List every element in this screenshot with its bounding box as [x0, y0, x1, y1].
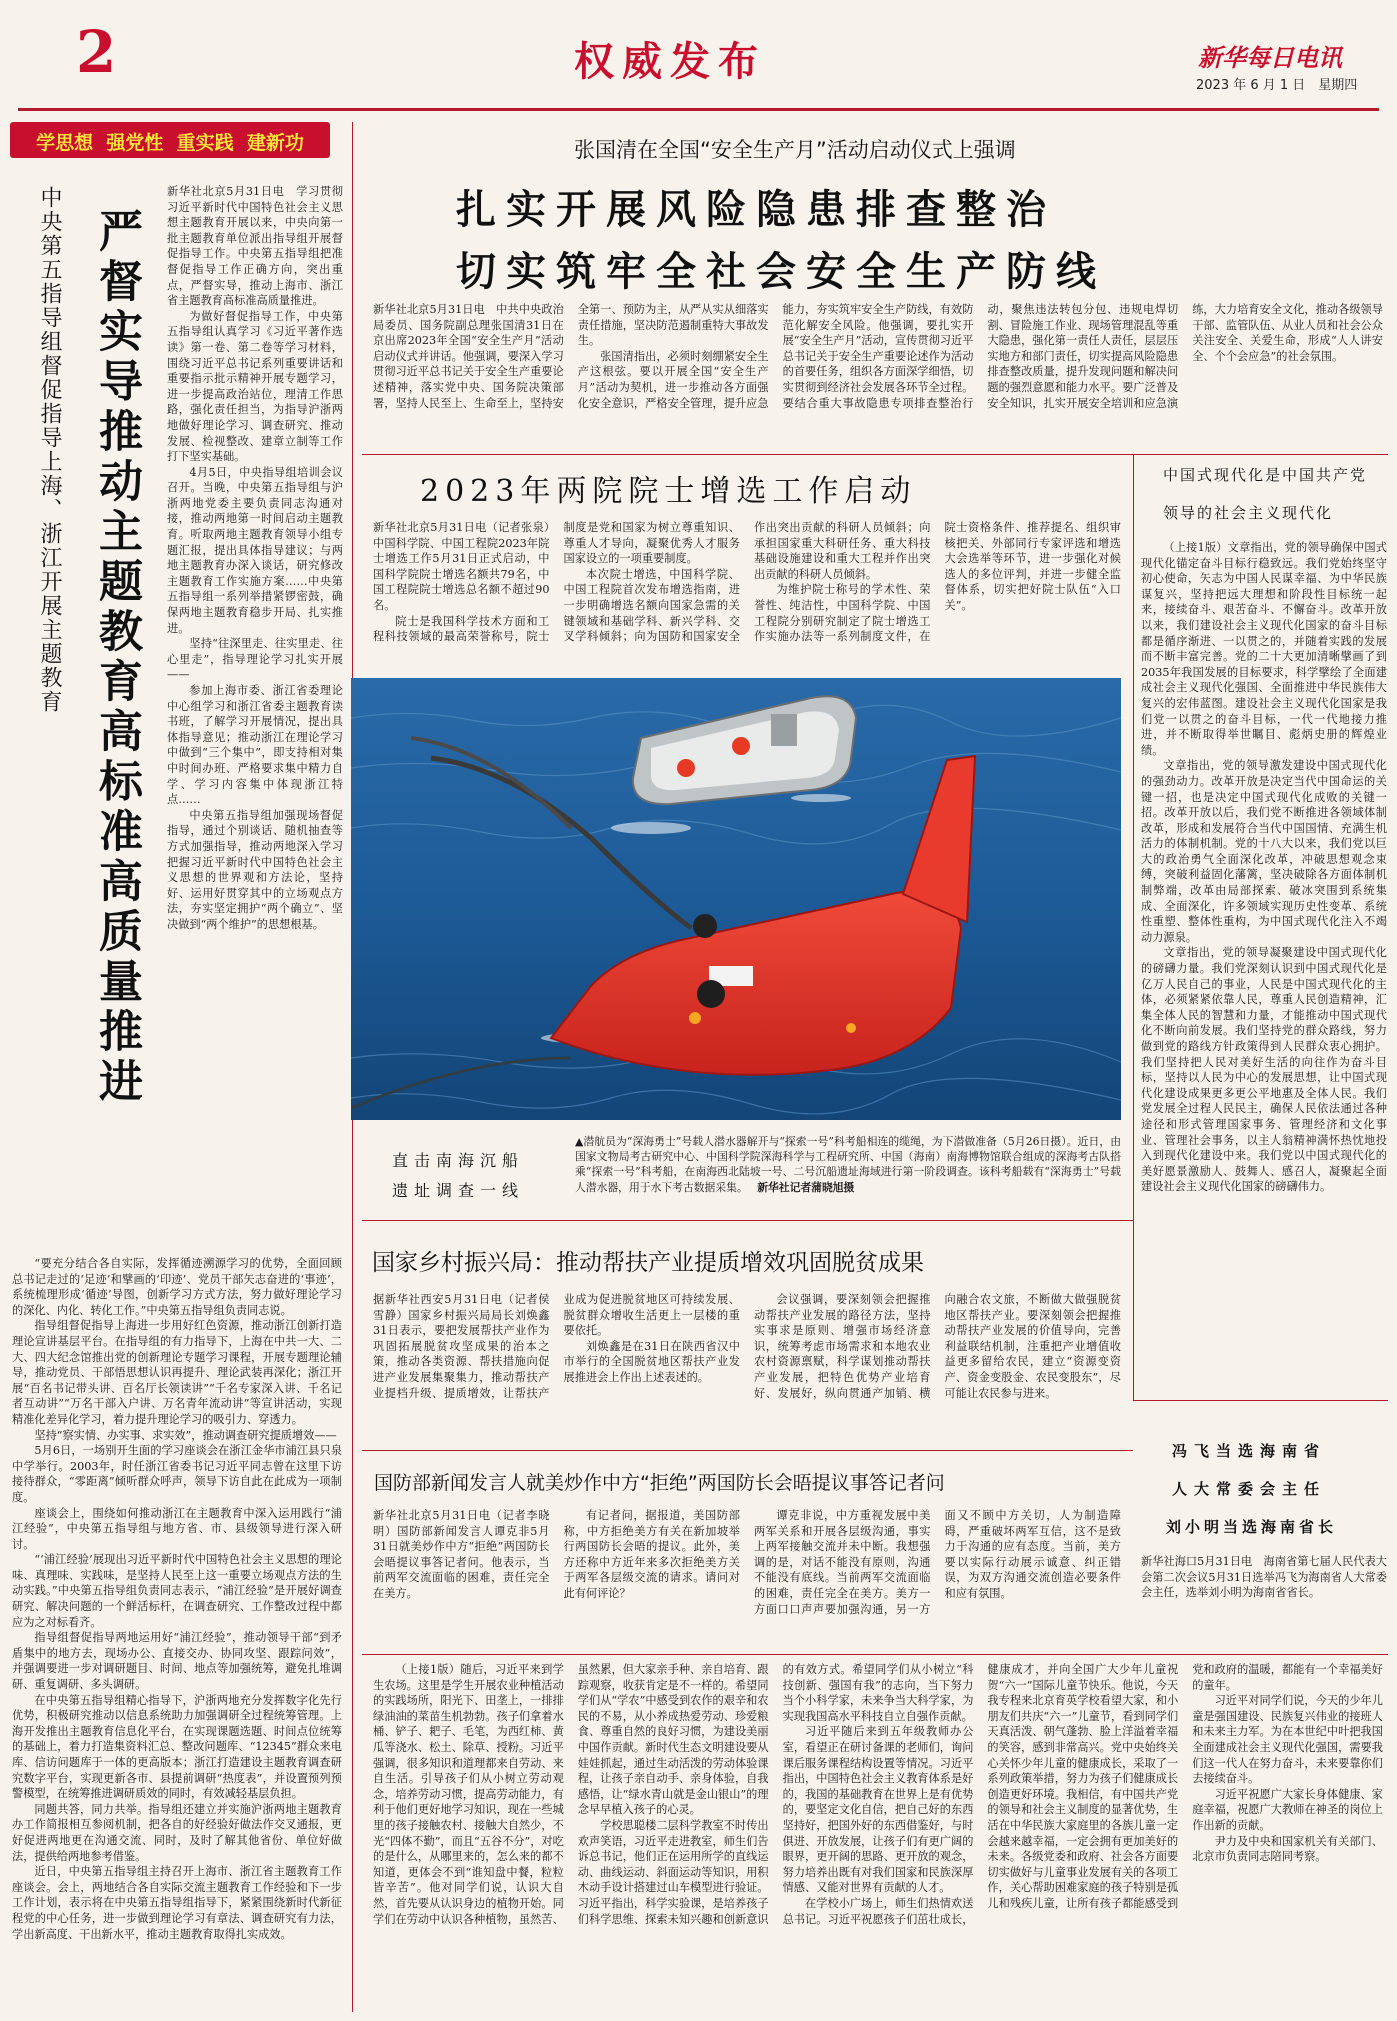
submersible-illustration: [351, 678, 1121, 1120]
defense-story-paragraph: 新华社北京5月31日电（记者李晓明）国防部新闻发言人谭克非5月31日就美炒作中方“拒绝”两国防长会晤提议事答记者问。他表示，当前两军交流面临的困难，责任完全在美方。: [373, 1509, 550, 1600]
safety-story-title-2: 切实筑牢全社会安全生产防线: [456, 248, 1106, 295]
bottom-story-paragraph: 习近平随后来到五年级教师办公室，看望正在研讨备课的老师们，询问课后服务课程结构设置等情况。习近平指出，中国特色社会主义教育体系是好的，我国的基础教育在世界上是有优势的，要坚定文化自信，把自己好的东西坚持好，把国外好的东西借鉴好，与时俱进、开放发展，让孩子们有更广阔的眼界，更开阔的思路、更开放的观念，努力培养出既有对我们国家和民族深厚情感、又能对世界有贡献的人才。: [782, 1725, 974, 1895]
defense-story-paragraph: 谭克非说，中方重视发展中美两军关系和开展各层级沟通，事实上两军接触交流并未中断。我想强调的是，对话不能没有原则，沟通不能没有底线。当前两军交流面临的困难，责任完全在美方。美方一方面口口声声要加强沟通，另一方面又不顾中方关切，人为制造障碍，严重破坏两军互信，这不是致力于沟通的应有态度。当前，美方要以实际行动展示诚意、纠正错误，为双方沟通交流创造必要条件和应有氛围。: [754, 1509, 1121, 1616]
left-story-paragraph: “‘浦江经验’展现出习近平新时代中国特色社会主义思想的理论味、真理味、实践味，是坚持人民至上这一重要立场观点方法的生动实践。”中央第五指导组负责同志表示，“浦江经验”是开展好调查研究、解决问题的一个鲜活标杆，在调查研究、工作整改过程中都应为之对标看齐。: [12, 1553, 342, 1629]
left-story-paragraph: 坚持“察实情、办实事、求实效”，推动调查研究提质增效——: [34, 1428, 337, 1442]
theme-banner: [10, 122, 330, 158]
bottom-story-paragraph: 学校思聪楼二层科学教室不时传出欢声笑语，习近平走进教室，师生们告诉总书记，他们正在运用所学的直线运动、曲线运动、斜面运动等知识，用积木动手设计搭建过山车模型进行验证。习近平指出，科学实验课，是培养孩子们科学思维、探索未知兴趣和创新意识的有效方式。希望同学们从小树立“科技创新、强国有我”的志向，当下努力当个小科学家，未来争当大科学家，为实现我国高水平科技自立自强作贡献。: [577, 1663, 974, 1926]
left-story-subtitle: 中央第五指导组督促指导上海、浙江开展主题教育: [37, 186, 62, 714]
photo-caption: [575, 1134, 1121, 1212]
left-story-paragraph: 指导组督促指导两地运用好“浦江经验”，推动领导干部“到矛盾集中的地方去，现场办公、直接交办、协同攻坚、跟踪问效”，并强调要进一步对调研题目、时间、地点等加强统筹，避免扎堆调研、重复调研、多头调研。: [12, 1631, 342, 1692]
left-story-body-bottom: [12, 1256, 342, 2016]
deep-sea-submersible-photo: [351, 678, 1121, 1120]
left-story-paragraph: 5月6日，一场别开生面的学习座谈会在浙江金华市浦江县只泉中学举行。2003年，时任浙江省委书记习近平同志曾在这里下访接待群众，“零距离”倾听群众呼声，领导下访自此在此成为一项制度。: [12, 1444, 342, 1504]
bottom-story-body: [373, 1662, 1383, 2014]
left-story-paragraph: 参加上海市委、浙江省委理论中心组学习和浙江省委主题教育读书班，了解学习开展情况，提出具体指导意见；推动浙江在理论学习中做到“三个集中”，即支持相对集中时间办班、严格要求集中精力自学、学习内容集中体现浙江特点……: [167, 684, 343, 807]
rural-story-paragraph: 刘焕鑫是在31日在陕西省汉中市举行的全国脱贫地区帮扶产业发展推进会上作出上述表述的。: [563, 1339, 740, 1384]
section-title: 权威发布: [574, 38, 766, 85]
rural-story-paragraph: 据新华社西安5月31日电（记者侯雪静）国家乡村振兴局局长刘焕鑫31日表示，要把发展帮扶产业作为巩固拓展脱贫攻坚成果的治本之策，推动各类资源、帮扶措施向促进产业发展集聚集力，推动帮扶产业提档升级、提质增效，让帮扶产业成为促进脱贫地区可持续发展、脱贫群众增收生活更上一层楼的重要依托。: [373, 1293, 740, 1400]
safety-story-paragraph: 张国清指出，必须时刻绷紧安全生产这根弦。要以开展全国“安全生产月”活动为契机，进一步推动各方面强化安全意识，严格安全管理，提升应急能力，夯实筑牢安全生产防线，有效防范化解安全风险。他强调，要扎实开展“安全生产月”活动，宣传贯彻习近平总书记关于安全生产重要论述作为活动的首要任务，组织各方面深学细悟，切实贯彻到经济社会发展各环节全过程。要结合重大事故隐患专项排查整治行动，聚焦违法转包分包、违规电焊切割、冒险施工作业、现场管理混乱等重大隐患，强化第一责任人责任，层层压实地方和部门责任，切实提高风险隐患排查整改质量，提升发现问题和解决问题的强烈意愿和能力水平。要广泛普及安全知识，扎实开展安全培训和应急演练，大力培育安全文化，推动各级领导干部、监管队伍、从业人员和社会公众关注安全、关爱生命，形成“人人讲安全、个个会应急”的社会氛围。: [577, 303, 1383, 410]
rural-story-title: 国家乡村振兴局：推动帮扶产业提质增效巩固脱贫成果: [372, 1250, 924, 1276]
academician-story-paragraph: 新华社北京5月31日电（记者张泉）中国科学院、中国工程院2023年院士增选工作5月31日正式启动，中国科学院院士增选名额共79名，中国工程院院士增选总名额不超过90名。: [373, 521, 550, 612]
bottom-story-paragraph: 习近平祝愿广大家长身体健康、家庭幸福，祝愿广大教师在神圣的岗位上作出新的贡献。: [1192, 1787, 1383, 1832]
left-story-paragraph: 4月5日，中央指导组培训会议召开。当晚，中央第五指导组与沪浙两地党委主要负责同志沟通对接，推动两地第一时间启动主题教育。听取两地主题教育领导小组专题汇报，提出具体指导建议；与两地主题教育办深入谈话，研究修改主题教育工作实施方案……中央第五指导组一系列举措紧锣密鼓，确保两地主题教育稳步开局、扎实推进。: [167, 465, 343, 635]
left-story-paragraph: 近日，中央第五指导组主持召开上海市、浙江省主题教育工作座谈会。会上，两地结合各自实际交流主题教育工作经验和下一步工作计划，表示将在中央第五指导组指导下，紧紧围绕新时代新征程党的中心任务，进一步做到理论学习有章法、调查研究有力法，学出新高度、干出新水平，推动主题教育取得扎实成效。: [12, 1865, 342, 1941]
academician-story-paragraph: 为维护院士称号的学术性、荣誉性、纯洁性，中国科学院、中国工程院分别研究制定了院士增选工作实施办法等一系列制度文件，在院士资格条件、推荐提名、组织审核把关、外部同行专家评选和增选大会选举等环节，进一步强化对候选人的多位评判，并进一步健全监督体系，切实把好院士队伍“入口关”。: [754, 521, 1121, 644]
left-story-paragraph: 中央第五指导组加强现场督促指导，通过个别谈话、随机抽查等方式加强指导，推动两地深入学习把握习近平新时代中国特色社会主义思想的世界观和方法论，坚持好、运用好贯穿其中的立场观点方法，夯实坚定拥护“两个确立”、坚决做到“两个维护”的思想根基。: [167, 808, 343, 931]
defense-story-title: 国防部新闻发言人就美炒作中方“拒绝”两国防长会晤提议事答记者问: [374, 1472, 945, 1494]
header-rule: [18, 108, 1379, 111]
hainan-story-paragraph: 新华社海口5月31日电 海南省第七届人民代表大会第二次会议5月31日选举冯飞为海南省人大常委会主任，选举刘小明为海南省省长。: [1141, 1555, 1387, 1600]
left-story-paragraph: 指导组督促指导上海进一步用好红色资源，推动浙江创新打造理论宣讲基层平台。在指导组的有力指导下，上海在中共一大、二大、四大纪念馆推出党的创新理论专题学习课程，开展专题理论辅导，推动党员、干部悟思想认识再提升、理论武装再深化；浙江开展“百名书记带头讲、百名厅长领读讲”“千名专家深入讲、千名记者互动讲”“万名干部入户讲、万名青年流动讲”等宣讲活动，实现精准化差异化学习，着力提升理论学习的吸引力、穿透力。: [12, 1319, 342, 1426]
safety-story-title-1: 扎实开展风险隐患排查整治: [456, 186, 1056, 233]
right-story-title-2: 领导的社会主义现代化: [1163, 504, 1334, 522]
right-story-paragraph: 文章指出，党的领导凝聚建设中国式现代化的磅礴力量。我们党深刻认识到中国式现代化是亿万人民自己的事业，人民是中国式现代化的主体，必须紧紧依靠人民，尊重人民创造精神，汇集全体人民的智慧和力量，才能推动中国式现代化不断向前发展。我们坚持党的群众路线，努力做到党的路线方针政策得到人民群众衷心拥护。我们坚持把人民对美好生活的向往作为奋斗目标，坚持以人民为中心的发展思想，让中国式现代化建设成果更多更公平地惠及全体人民。我们党发展全过程人民民主，确保人民依法通过各种途径和形式管理国家事务、管理经济和文化事业、管理社会事务，以主人翁精神满怀热忱地投入到现代化建设中来。我们党以中国式现代化的美好愿景激励人、鼓舞人、感召人，凝聚起全面建设社会主义现代化国家的磅礴伟力。: [1141, 946, 1387, 1194]
left-story-paragraph: 同题共答，同力共举。指导组还建立并实施沪浙两地主题教育办工作简报相互参阅机制，把各自的好经验好做法作交叉通报，更好促进两地更在沟通交流、同时，及时了解其他省份、单位好做法，提供给两地参考借鉴。: [12, 1802, 342, 1863]
left-story-paragraph: “要充分结合各自实际，发挥循迹溯源学习的优势，全面回顾总书记走过的‘足迹’和擘画的‘印迹’、党员干部矢志奋进的‘事迹’，系统梳理形成‘循迹’导图，创新学习方式方法，努力做好理论学习的深化、内化、转化工作。”中央第五指导组负责同志说。: [12, 1257, 342, 1317]
safety-story-paragraph: 新华社北京5月31日电 中共中央政治局委员、国务院副总理张国清31日在京出席2023年全国“安全生产月”活动启动仪式并讲话。他强调，要深入学习贯彻习近平总书记关于安全生产重要论述精神，落实党中央、国务院决策部署，坚持人民至上、生命至上，坚持安全第一、预防为主，从严从实从细落实责任措施，坚决防范遏制重特大事故发生。: [373, 303, 769, 410]
section-divider: [362, 1220, 1133, 1221]
hainan-story-title-2: 人大常委会主任: [1172, 1480, 1327, 1498]
academician-story-title: 2023年两院院士增选工作启动: [420, 474, 917, 509]
column-divider: [1133, 454, 1134, 1400]
bottom-story-paragraph: （上接1版）随后，习近平来到学生农场。这里是学生开展农业种植活动的实践场所，阳光下、田垄上，一排排绿油油的菜苗生机勃勃。孩子们拿着水桶、铲子、耙子、毛笔，为西红柿、黄瓜等浇水、松土、除草、授粉。习近平强调，很多知识和道理都来自劳动、来自生活。引导孩子们从小树立劳动观念，培养劳动习惯，提高劳动能力，有利于他们更好地学习知识，现在一些城里的孩子接触农村、接触大自然少，不光“四体不勤”，而且“五谷不分”，对吃的是什么，从哪里来的，怎么来的都不知道，更体会不到“谁知盘中餐，粒粒皆辛苦”。他对同学们说，认识大自然，首先要从认识身边的植物开始。同学们在劳动中认识各种植物，虽然苦、虽然累，但大家亲手种、亲自培育、跟踪观察，收获肯定是不一样的。希望同学们从“学农”中感受到农作的艰辛和农民的不易，从小养成热爱劳动、珍爱粮食、尊重自然的良好习惯，为建设美丽中国作贡献。新时代生态文明建设要从娃娃抓起，通过生动活泼的劳动体验课程，让孩子亲自动手、亲身体验，自我感悟，让“绿水青山就是金山银山”的理念早早植入孩子的心灵。: [373, 1663, 769, 1926]
right-story-paragraph: （上接1版）文章指出，党的领导确保中国式现代化锚定奋斗目标行稳致远。我们党始终坚守初心使命，矢志为中国人民谋幸福、为中华民族谋复兴，坚持把远大理想和阶段性目标统一起来，接续奋斗、艰苦奋斗、不懈奋斗。改革开放以来，我们建设社会主义现代化国家的奋斗目标都是循序渐进、一以贯之的，并随着实践的发展而不断丰富完善。党的二十大更加清晰擘画了到2035年我国发展的目标要求，科学擘绘了全面建成社会主义现代化强国、全面推进中华民族伟大复兴的宏伟蓝图。建设社会主义现代化国家是我们党一以贯之的奋斗目标，一代一代地接力推进，并不断取得举世瞩目、彪炳史册的辉煌业绩。: [1141, 541, 1387, 757]
safety-story-body: [373, 302, 1383, 448]
left-story-paragraph: 坚持“往深里走、往实里走、往心里走”，指导理论学习扎实开展——: [167, 637, 343, 682]
left-story-paragraph: 在中央第五指导组精心指导下，沪浙两地充分发挥数字化先行优势，积极研究推动以信息系统助力加强调研全过程统筹管理。上海开发推出主题教育信息化平台，在实现课题选题、时间点位统筹的基础上，着力打造集资料汇总、整改问题库、“12345”群众来电库、信访问题库于一体的更高版本；浙江打造建设主题教育调查研究数字平台，实现更新各市、县提前调研“热度表”，并设置预列预警模型，在统筹推进调研质效的同时，有效减轻基层负担。: [12, 1693, 342, 1801]
academician-story-paragraph: 院士是我国科学技术方面和工程科技领域的最高荣誉称号，院士制度是党和国家为树立尊重知识、尊重人才导向，凝聚优秀人才服务国家设立的一项重要制度。: [373, 521, 740, 644]
hainan-story-title-1: 冯飞当选海南省: [1172, 1442, 1327, 1460]
photo-side-caption: 直击南海沉船遗址调查一线: [392, 1151, 525, 1200]
theme-banner-text: 学思想 强党性 重实践 建新功: [36, 132, 304, 154]
left-story-paragraph: 座谈会上，围绕如何推动浙江在主题教育中深入运用践行“浦江经验”，中央第五指导组与地方省、市、县级领导进行深入研讨。: [12, 1506, 342, 1551]
section-divider: [1133, 1400, 1388, 1401]
section-divider: [362, 1654, 1388, 1655]
rural-story-paragraph: 会议强调，要深刻领会把握推动帮扶产业发展的路径方法，坚持实事求是原则、增强市场经济意识，统筹考虑市场需求和本地农业农村资源禀赋，科学谋划推动帮扶产业发展，把特色优势产业培育好、发展好，纵向贯通产加销、横向融合农文旅，不断做大做强脱贫地区帮扶产业。要深刻领会把握推动帮扶产业发展的价值导向，完善利益联结机制，注重把产业增值收益更多留给农民，建立“资源变资产、资金变股金、农民变股东”，尽可能让农民参与进来。: [754, 1293, 1121, 1400]
bottom-story-paragraph: 尹力及中央和国家机关有关部门、北京市负责同志陪同考察。: [1192, 1834, 1383, 1864]
left-story-title: 严督实导推动主题教育高标准高质量推进: [91, 208, 142, 1108]
hainan-story-body: [1141, 1554, 1387, 1642]
defense-story-body: [373, 1508, 1121, 1648]
hainan-story-title-3: 刘小明当选海南省长: [1166, 1518, 1338, 1536]
defense-story-paragraph: 有记者问，据报道，美国防部称，中方拒绝美方有关在新加坡举行两国防长会晤的提议。此外，美方还称中方近年来多次拒绝美方关于两军各层级交流的请求。请问对此有何评论？: [563, 1509, 740, 1600]
safety-story-kicker: 张国清在全国“安全生产月”活动启动仪式上强调: [574, 138, 1016, 162]
page-number: 2: [76, 18, 117, 86]
right-story-title-1: 中国式现代化是中国共产党: [1163, 466, 1368, 484]
academician-story-body: [373, 520, 1121, 676]
issue-date: 2023 年 6 月 1 日 星期四: [1196, 78, 1358, 93]
right-story-paragraph: 文章指出，党的领导激发建设中国式现代化的强劲动力。改革开放是决定当代中国命运的关键一招，也是决定中国式现代化成败的关键一招。改革开放以后，我们党不断推进各领域体制改革，形成和发展符合当代中国国情、充满生机活力的体制机制。党的十八大以来，我们党以巨大的政治勇气全面深化改革，冲破思想观念束缚，突破利益固化藩篱，坚决破除各方面体制机制弊端，改革由局部探索、破冰突围到系统集成、全面深化，许多领域实现历史性变革、系统性重塑、整体性重构，为中国式现代化注入不竭动力源泉。: [1141, 759, 1387, 944]
left-story-paragraph: 为做好督促指导工作，中央第五指导组认真学习《习近平著作选读》第一卷、第二卷等学习材料，围绕习近平总书记系列重要讲话和重要指示批示精神开展专题学习，进一步提高政治站位，理清工作思路，强化责任担当，为指导沪浙两地做好理论学习、调查研究、推动发展、检视整改、建章立制等工作打下坚实基础。: [167, 309, 343, 464]
page-header: [0, 0, 1397, 120]
bottom-story-paragraph: 习近平对同学们说，今天的少年儿童是强国建设、民族复兴伟业的接班人和未来主力军。为在本世纪中叶把我国全面建成社会主义现代化强国，需要我们这一代人在努力奋斗，未来要靠你们去接续奋斗。: [1192, 1694, 1383, 1786]
photo-credit: 新华社记者蒲晓旭摄: [757, 1180, 855, 1194]
bottom-story-paragraph: 在学校小广场上，师生们热情欢送总书记。习近平祝愿孩子们茁壮成长，健康成才，并向全国广大少年儿童祝贺“六一”国际儿童节快乐。他说，今天我专程来北京育英学校看望大家，和小朋友们共庆“六一”儿童节，看到同学们天真活泼、朝气蓬勃、脸上洋溢着幸福的笑容，感到非常高兴。党中央始终关心关怀少年儿童的健康成长，采取了一系列政策举措，努力为孩子们健康成长创造更好环境。我相信，有中国共产党的领导和社会主义制度的显著优势，生活在中华民族大家庭里的各族儿童一定会越来越幸福，一定会拥有更加美好的未来。各级党委和政府、社会各方面要切实做好与儿童事业发展有关的各项工作，关心帮助困难家庭的孩子特别是孤儿和残疾儿童，让所有孩子都能感受到党和政府的温暖，都能有一个幸福美好的童年。: [782, 1663, 1383, 1926]
left-story-paragraph: 新华社北京5月31日电 学习贯彻习近平新时代中国特色社会主义思想主题教育开展以来，中央向第一批主题教育单位派出指导组开展督促指导工作。中央第五指导组把准督促指导工作正确方向，突出重点，严督实导，推动上海市、浙江省主题教育高标准高质量推进。: [167, 185, 343, 308]
section-divider: [362, 1450, 1133, 1451]
left-story-body-top: [167, 184, 343, 1252]
photo-caption-text: ▲潜航员为“深海勇士”号载人潜水器解开与“探索一号”科考船相连的缆绳，为下潜做准备（5月26日摄）。近日，由国家文物局考古研究中心、中国科学院深海科学与工程研究所、中国（海南）南海博物馆联合组成的深海考古队搭乘“探索一号”科考船，在南海西北陆坡一号、二号沉船遗址海域进行第一阶段调查。该科考船载有“深海勇士”号载人潜水器，用于水下考古数据采集。: [575, 1135, 1121, 1194]
brand-logo: 新华每日电讯: [1198, 44, 1342, 72]
section-divider: [362, 454, 1388, 455]
rural-story-body: [373, 1292, 1121, 1448]
academician-story-paragraph: 本次院士增选，中国科学院、中国工程院首次发布增选指南，进一步明确增选名额向国家急需的关键领域和基础学科、新兴学科、交叉学科倾斜；向为国防和国家安全作出突出贡献的科研人员倾斜；向承担国家重大科研任务、重大科技基础设施建设和重大工程并作出突出贡献的科研人员倾斜。: [563, 521, 931, 644]
right-story-body: [1141, 540, 1387, 1390]
